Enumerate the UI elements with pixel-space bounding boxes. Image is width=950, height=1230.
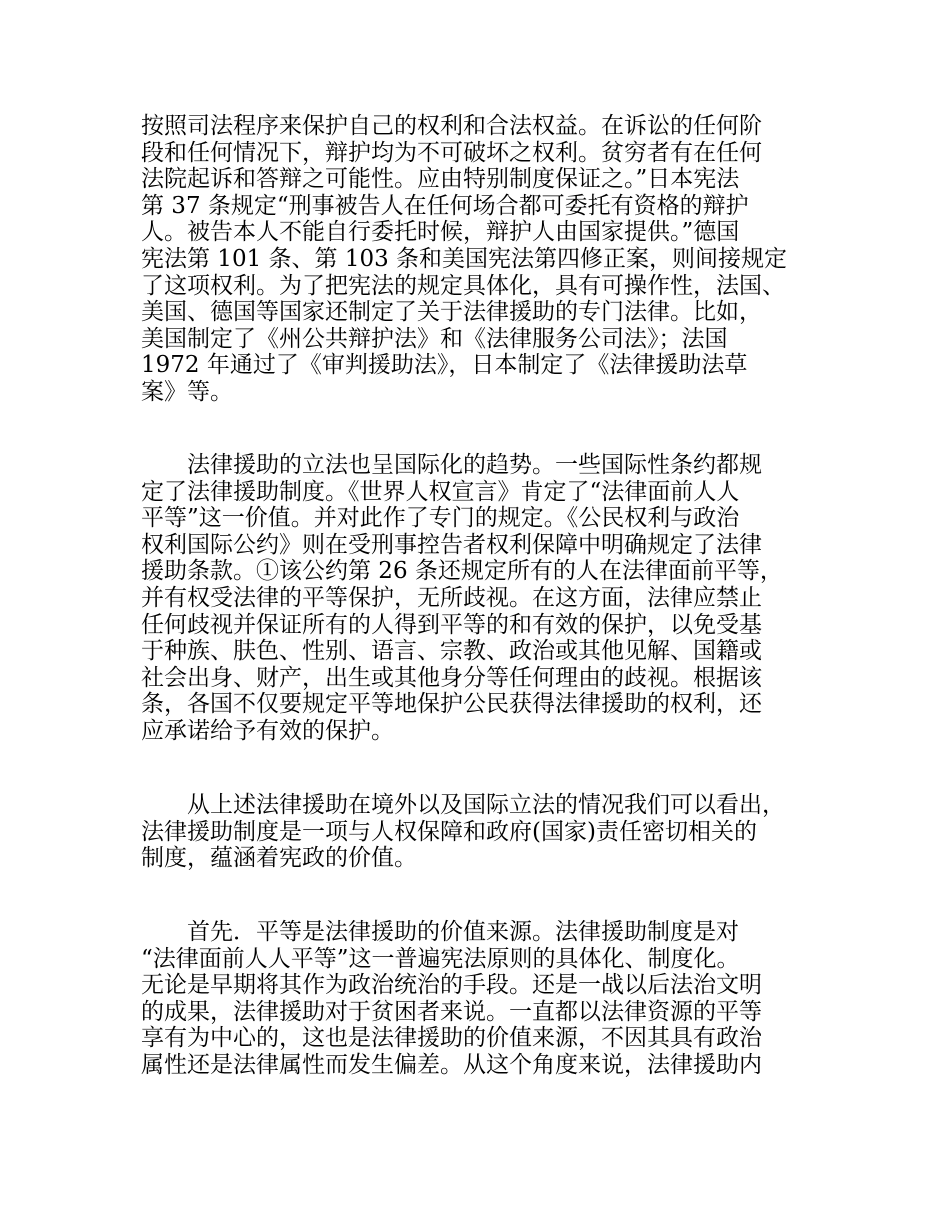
text-line: 从上述法律援助在境外以及国际立法的情况我们可以看出， bbox=[187, 792, 785, 818]
paragraph-4 bbox=[141, 919, 821, 1079]
text-line: 法院起诉和答辩之可能性。应由特别制度保证之。”日本宪法 bbox=[141, 166, 740, 193]
text-line: 人。被告本人不能自行委托时候，辩护人由国家提供。”德国 bbox=[141, 219, 740, 246]
paragraph-2 bbox=[141, 452, 821, 745]
text-line: 享有为中心的，这也是法律援助的价值来源，不因其具有政治 bbox=[141, 1025, 762, 1052]
text-line: 宪法第 101 条、第 103 条和美国宪法第四修正案，则间接规定 bbox=[141, 245, 788, 272]
text-line: 美国制定了《州公共辩护法》和《法律服务公司法》；法国 bbox=[141, 325, 728, 352]
text-line: 制度，蕴涵着宪政的价值。 bbox=[141, 845, 417, 872]
text-line: 第 37 条规定“刑事被告人在任何场合都可委托有资格的辩护 bbox=[141, 192, 749, 219]
text-line: 的成果，法律援助对于贫困者来说。一直都以法律资源的平等 bbox=[141, 998, 762, 1025]
text-line: 属性还是法律属性而发生偏差。从这个角度来说，法律援助内 bbox=[141, 1051, 762, 1078]
text-line: “法律面前人人平等”这一普遍宪法原则的具体化、制度化。 bbox=[141, 945, 740, 972]
text-line: 法律援助制度是一项与人权保障和政府(国家)责任密切相关的 bbox=[141, 818, 757, 845]
text-line: 案》等。 bbox=[141, 378, 233, 405]
text-line: 按照司法程序来保护自己的权利和合法权益。在诉讼的任何阶 bbox=[141, 113, 762, 139]
text-line: 定了法律援助制度。《世界人权宣言》肯定了“法律面前人人 bbox=[141, 478, 740, 505]
text-line: 任何歧视并保证所有的人得到平等的和有效的保护，以免受基 bbox=[141, 611, 762, 638]
text-line: 条，各国不仅要规定平等地保护公民获得法律援助的权利，还 bbox=[141, 691, 762, 718]
text-line: 段和任何情况下，辩护均为不可破坏之权利。贫穷者有在任何 bbox=[141, 139, 762, 166]
text-line: 1972 年通过了《审判援助法》，日本制定了《法律援助法草 bbox=[141, 352, 748, 379]
text-line: 平等”这一价值。并对此作了专门的规定。《公民权利与政治 bbox=[141, 505, 740, 532]
text-line: 了这项权利。为了把宪法的规定具体化，具有可操作性，法国、 bbox=[141, 272, 785, 299]
text-line: 援助条款。①该公约第 26 条还规定所有的人在法律面前平等， bbox=[141, 558, 783, 585]
text-line: 于种族、肤色、性别、语言、宗教、政治或其他见解、国籍或 bbox=[141, 638, 762, 665]
paragraph-1 bbox=[141, 113, 821, 406]
text-line: 美国、德国等国家还制定了关于法律援助的专门法律。比如， bbox=[141, 299, 762, 326]
paragraph-3 bbox=[141, 792, 821, 872]
text-line: 并有权受法律的平等保护，无所歧视。在这方面，法律应禁止 bbox=[141, 584, 762, 611]
text-line: 法律援助的立法也呈国际化的趋势。一些国际性条约都规 bbox=[187, 452, 762, 478]
text-line: 无论是早期将其作为政治统治的手段。还是一战以后法治文明 bbox=[141, 972, 762, 999]
text-line: 应承诺给予有效的保护。 bbox=[141, 717, 394, 744]
text-line: 权利国际公约》则在受刑事控告者权利保障中明确规定了法律 bbox=[141, 531, 762, 558]
text-line: 社会出身、财产，出生或其他身分等任何理由的歧视。根据该 bbox=[141, 664, 762, 691]
text-line: 首先．平等是法律援助的价值来源。法律援助制度是对 bbox=[187, 919, 739, 945]
